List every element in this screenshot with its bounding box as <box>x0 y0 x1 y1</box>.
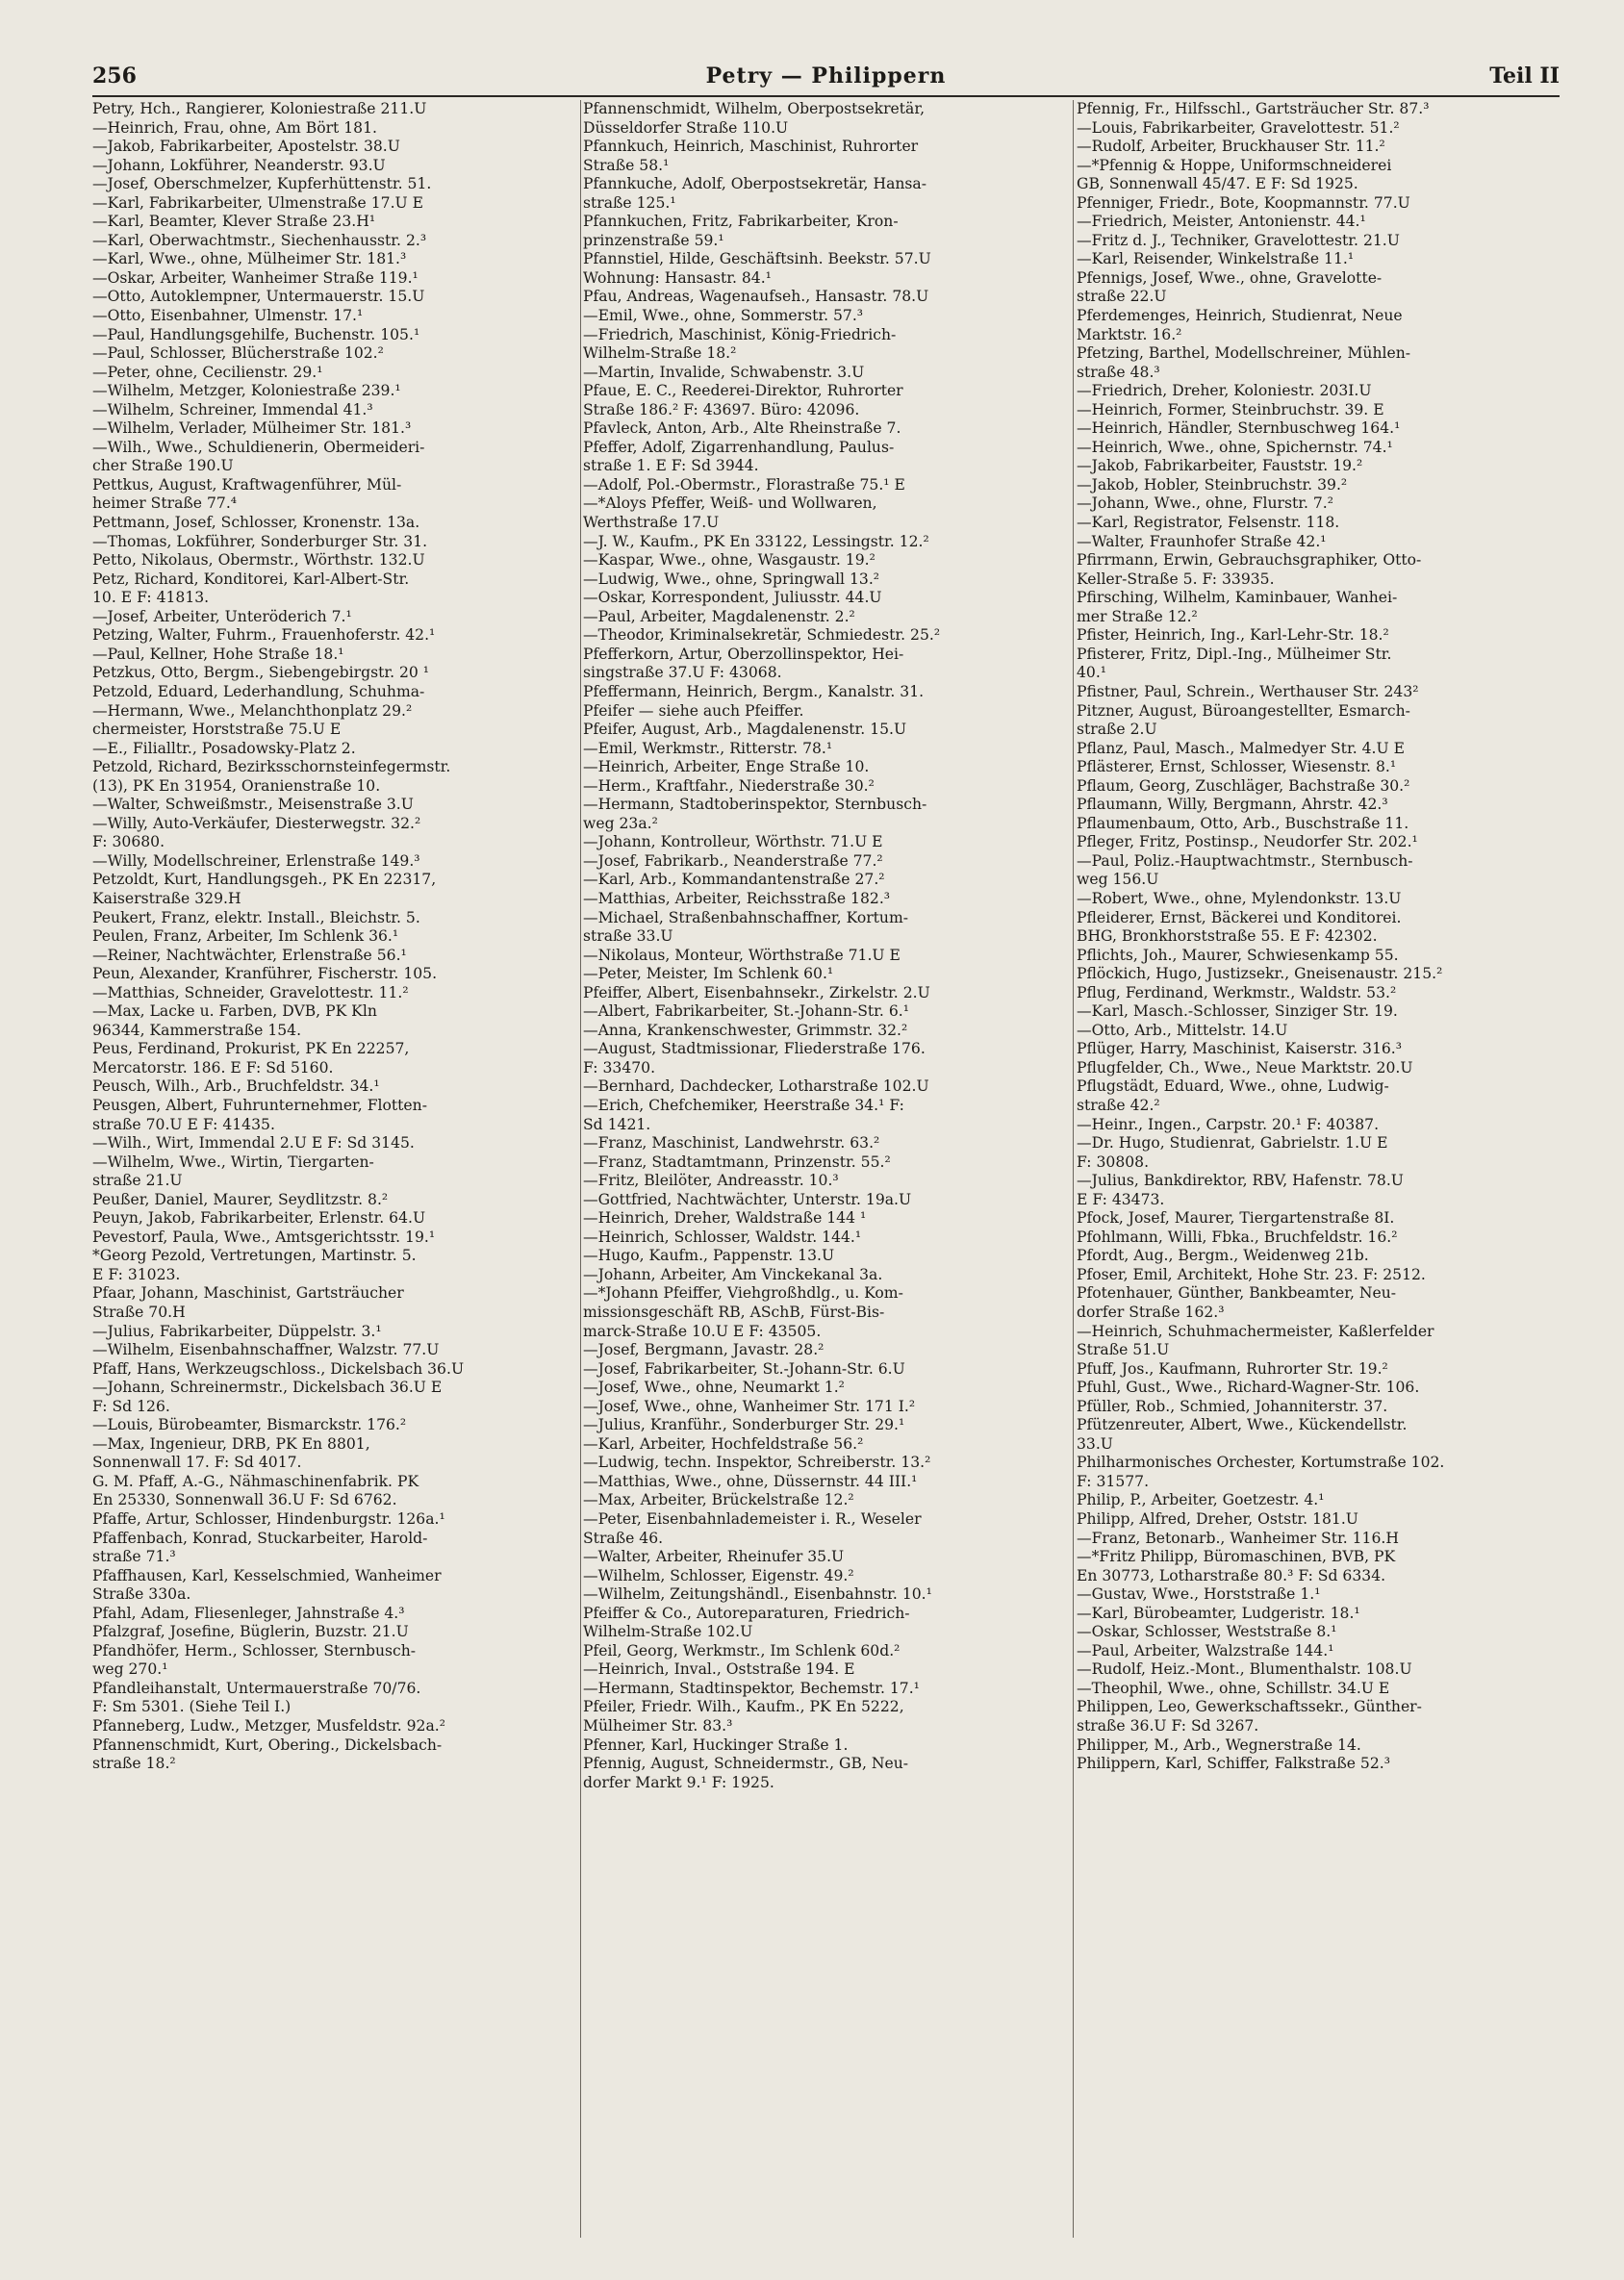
directory-entry-line: marck-Straße 10.U E F: 43505. <box>583 1322 822 1340</box>
directory-entry-line: Pfandhöfer, Herm., Schlosser, Sternbusch- <box>92 1641 417 1659</box>
directory-entry-line: —Wilhelm, Schreiner, Immendal 41.³ <box>92 400 373 418</box>
directory-entry-line: straße 48.³ <box>1077 363 1160 381</box>
directory-entry-line: —Karl, Beamter, Klever Straße 23.H¹ <box>92 213 376 231</box>
directory-entry-line: Sd 1421. <box>583 1115 651 1133</box>
directory-entry-line: —Oskar, Korrespondent, Juliusstr. 44.U <box>583 589 882 607</box>
page-title: Petry — Philippern <box>705 63 947 89</box>
directory-entry-line: —Karl, Registrator, Felsenstr. 118. <box>1077 514 1340 532</box>
directory-entry-line: weg 156.U <box>1077 871 1159 889</box>
directory-entry-line: Pfenner, Karl, Huckinger Straße 1. <box>583 1735 849 1754</box>
directory-entry-line: Petry, Hch., Rangierer, Koloniestraße 211.U <box>92 100 427 117</box>
directory-entry-line: Pfavleck, Anton, Arb., Alte Rheinstraße 7. <box>583 419 901 438</box>
directory-entry-line: —Louis, Fabrikarbeiter, Gravelottestr. 51.² <box>1077 118 1400 137</box>
directory-entry-line: Mülheimer Str. 83.³ <box>583 1717 733 1735</box>
directory-entry-line: Pfaffe, Artur, Schlosser, Hindenburgstr. 126a.¹ <box>92 1510 445 1529</box>
directory-entry-line: —Louis, Bürobeamter, Bismarckstr. 176.² <box>92 1416 407 1434</box>
directory-entry-line: —Bernhard, Dachdecker, Lotharstraße 102.U <box>583 1077 929 1096</box>
directory-entry-line: —Walter, Schweißmstr., Meisenstraße 3.U <box>92 796 414 814</box>
directory-entry-line: Pevestorf, Paula, Wwe., Amtsgerichtsstr. 19.¹ <box>92 1228 436 1246</box>
directory-entry-line: —Franz, Stadtamtmann, Prinzenstr. 55.² <box>583 1153 891 1171</box>
directory-entry-line: —Heinrich, Arbeiter, Enge Straße 10. <box>583 758 870 776</box>
directory-entry-line: —Hermann, Stadtinspektor, Bechemstr. 17.¹ <box>583 1679 920 1697</box>
directory-entry-line: Pfennig, August, Schneidermstr., GB, Neu- <box>583 1755 909 1773</box>
directory-entry-line: —Josef, Arbeiter, Unteröderich 7.¹ <box>92 607 352 625</box>
directory-entry-line: Sonnenwall 17. F: Sd 4017. <box>92 1454 302 1472</box>
directory-entry-line: Pflaum, Georg, Zuschläger, Bachstraße 30.² <box>1077 776 1410 795</box>
column-divider <box>580 100 581 2238</box>
directory-entry-line: Marktstr. 16.² <box>1077 325 1182 343</box>
directory-entry-line: Pfeiffer, Albert, Eisenbahnsekr., Zirkelstr. 2.U <box>583 983 930 1001</box>
directory-entry-line: Pfennig, Fr., Hilfsschl., Gartsträucher Str. 87.³ <box>1077 100 1430 117</box>
directory-entry-line: Düsseldorfer Straße 110.U <box>583 118 789 137</box>
directory-entry-line: —Wilhelm, Wwe., Wirtin, Tiergarten- <box>92 1153 374 1171</box>
directory-entry-line: Philharmonisches Orchester, Kortumstraße 102. <box>1077 1454 1445 1472</box>
directory-entry-line: Pflug, Ferdinand, Werkmstr., Waldstr. 53.² <box>1077 983 1397 1001</box>
directory-entry-line: Peun, Alexander, Kranführer, Fischerstr. 105. <box>92 965 438 983</box>
directory-entry-line: —Ludwig, Wwe., ohne, Springwall 13.² <box>583 570 880 588</box>
directory-entry-line: Pfisterer, Fritz, Dipl.-Ing., Mülheimer Str. <box>1077 645 1392 663</box>
directory-entry-line: Pfeifer, August, Arb., Magdalenenstr. 15.U <box>583 721 907 739</box>
directory-entry-line: Pfeffer, Adolf, Zigarrenhandlung, Paulus- <box>583 438 895 456</box>
directory-entry-line: E F: 43473. <box>1077 1190 1165 1208</box>
directory-entry-line: —Gottfried, Nachtwächter, Unterstr. 19a.U <box>583 1190 912 1208</box>
directory-entry-line: dorfer Markt 9.¹ F: 1925. <box>583 1773 774 1791</box>
directory-entry-line: —Friedrich, Dreher, Koloniestr. 203I.U <box>1077 382 1372 400</box>
directory-entry-line: Pferdemenges, Heinrich, Studienrat, Neue <box>1077 307 1403 325</box>
directory-entry-line: —Karl, Arbeiter, Hochfeldstraße 56.² <box>583 1434 864 1453</box>
directory-entry-line: straße 125.¹ <box>583 193 676 212</box>
directory-entry-line: —J. W., Kaufm., PK En 33122, Lessingstr. 12.² <box>583 532 929 550</box>
page-number: 256 <box>92 63 137 89</box>
directory-entry-line: —Peter, ohne, Cecilienstr. 29.¹ <box>92 363 323 381</box>
directory-entry-line: —Emil, Wwe., ohne, Sommerstr. 57.³ <box>583 307 864 325</box>
directory-entry-line: —Walter, Arbeiter, Rheinufer 35.U <box>583 1548 845 1566</box>
directory-entry-line: Pfeiler, Friedr. Wilh., Kaufm., PK En 5222, <box>583 1698 904 1716</box>
directory-entry-line: —Wilhelm, Metzger, Koloniestraße 239.¹ <box>92 382 401 400</box>
directory-entry-line: 33.U <box>1077 1434 1113 1453</box>
column-divider <box>1073 100 1074 2238</box>
directory-entry-line: —Heinrich, Händler, Sternbuschweg 164.¹ <box>1077 419 1401 438</box>
directory-entry-line: *Georg Pezold, Vertretungen, Martinstr. 5. <box>92 1247 417 1265</box>
directory-entry-line: Pfenniger, Friedr., Bote, Koopmannstr. 77.U <box>1077 193 1410 212</box>
directory-entry-line: —Heinrich, Frau, ohne, Am Bört 181. <box>92 118 377 137</box>
directory-entry-line: Pfleger, Fritz, Postinsp., Neudorfer Str. 202.¹ <box>1077 833 1418 851</box>
directory-entry-line: Pflugstädt, Eduard, Wwe., ohne, Ludwig- <box>1077 1077 1389 1096</box>
directory-entry-line: —Heinrich, Dreher, Waldstraße 144 ¹ <box>583 1209 867 1228</box>
directory-entry-line: —*Aloys Pfeffer, Weiß- und Wollwaren, <box>583 494 877 513</box>
directory-entry-line: Pfohlmann, Willi, Fbka., Bruchfeldstr. 16.² <box>1077 1228 1398 1246</box>
directory-entry-line: —Paul, Poliz.-Hauptwachtmstr., Sternbusch- <box>1077 851 1413 870</box>
directory-entry-line: Pflüger, Harry, Maschinist, Kaiserstr. 316.³ <box>1077 1040 1403 1058</box>
directory-entry-line: —Jakob, Fabrikarbeiter, Apostelstr. 38.U <box>92 138 400 156</box>
directory-entry-line: Pfannkuch, Heinrich, Maschinist, Ruhrorter <box>583 138 919 156</box>
directory-entry-line: —Oskar, Arbeiter, Wanheimer Straße 119.¹ <box>92 268 419 287</box>
directory-entry-line: straße 18.² <box>92 1755 176 1773</box>
directory-entry-line: —Josef, Bergmann, Javastr. 28.² <box>583 1341 825 1359</box>
column-right <box>1077 100 1558 1774</box>
directory-entry-line: —August, Stadtmissionar, Fliederstraße 176. <box>583 1040 926 1058</box>
directory-entry-line: —Karl, Fabrikarbeiter, Ulmenstraße 17.U E <box>92 193 424 212</box>
directory-entry-line: Pfaff, Hans, Werkzeugschloss., Dickelsbach 36.U <box>92 1359 465 1378</box>
directory-entry-line: Pfützenreuter, Albert, Wwe., Kückendellstr. <box>1077 1416 1408 1434</box>
directory-entry-line: Pettmann, Josef, Schlosser, Kronenstr. 13a. <box>92 514 420 532</box>
directory-entry-line: —Theophil, Wwe., ohne, Schillstr. 34.U E <box>1077 1679 1390 1697</box>
directory-entry-line: —Friedrich, Maschinist, König-Friedrich- <box>583 325 897 343</box>
directory-entry-line: Pfirsching, Wilhelm, Kaminbauer, Wanhei- <box>1077 589 1398 607</box>
directory-entry-line: —Otto, Eisenbahner, Ulmenstr. 17.¹ <box>92 307 364 325</box>
directory-entry-line: —Paul, Arbeiter, Magdalenenstr. 2.² <box>583 607 855 625</box>
directory-entry-line: —Peter, Eisenbahnlademeister i. R., Weseler <box>583 1510 922 1529</box>
directory-entry-line: missionsgeschäft RB, ASchB, Fürst-Bis- <box>583 1304 885 1321</box>
directory-entry-line: Pflöckich, Hugo, Justizsekr., Gneisenaustr. 215.² <box>1077 965 1443 983</box>
directory-entry-line: Pfister, Heinrich, Ing., Karl-Lehr-Str. 18.² <box>1077 626 1389 645</box>
directory-entry-line: Pfordt, Aug., Bergm., Weidenweg 21b. <box>1077 1247 1369 1265</box>
directory-entry-line: cher Straße 190.U <box>92 457 234 475</box>
directory-entry-line: —Erich, Chefchemiker, Heerstraße 34.¹ F: <box>583 1096 904 1114</box>
directory-entry-line: straße 2.U <box>1077 721 1157 739</box>
directory-entry-line: straße 71.³ <box>92 1548 176 1566</box>
directory-entry-line: Peußer, Daniel, Maurer, Seydlitzstr. 8.² <box>92 1190 389 1208</box>
directory-entry-line: —Julius, Bankdirektor, RBV, Hafenstr. 78.U <box>1077 1172 1404 1190</box>
directory-entry-line: Petzold, Richard, Bezirksschornsteinfegermstr. <box>92 758 451 776</box>
directory-entry-line: —Karl, Masch.-Schlosser, Sinziger Str. 19. <box>1077 1002 1398 1021</box>
directory-entry-line: Straße 58.¹ <box>583 156 670 174</box>
directory-entry-line: —Johann, Schreinermstr., Dickelsbach 36.U E <box>92 1379 443 1397</box>
directory-entry-line: —Wilhelm, Verlader, Mülheimer Str. 181.³ <box>92 419 412 438</box>
directory-entry-line: prinzenstraße 59.¹ <box>583 231 724 249</box>
directory-entry-line: —Josef, Wwe., ohne, Wanheimer Str. 171 I.² <box>583 1397 916 1415</box>
directory-entry-line: Pfanneberg, Ludw., Metzger, Musfeldstr. 92a.² <box>92 1717 445 1735</box>
directory-entry-line: —Hermann, Stadtoberinspektor, Sternbusch- <box>583 796 927 814</box>
directory-entry-line: straße 21.U <box>92 1172 183 1190</box>
column-left <box>92 100 573 1774</box>
directory-entry-line: G. M. Pfaff, A.-G., Nähmaschinenfabrik. PK <box>92 1472 419 1490</box>
directory-entry-line: Pfüller, Rob., Schmied, Johanniterstr. 37. <box>1077 1397 1388 1415</box>
directory-entry-line: —Rudolf, Arbeiter, Bruckhauser Str. 11.² <box>1077 138 1385 156</box>
directory-entry-line: —Oskar, Schlosser, Weststraße 8.¹ <box>1077 1623 1337 1641</box>
directory-entry-line: Petzold, Eduard, Lederhandlung, Schuhma- <box>92 682 425 700</box>
directory-entry-line: Peus, Ferdinand, Prokurist, PK En 22257, <box>92 1040 410 1058</box>
directory-entry-line: Pfoser, Emil, Architekt, Hohe Str. 23. F: 2512. <box>1077 1265 1426 1283</box>
directory-entry-line: F: 30808. <box>1077 1153 1150 1171</box>
directory-entry-line: Peulen, Franz, Arbeiter, Im Schlenk 36.¹ <box>92 927 399 946</box>
directory-entry-line: —Matthias, Wwe., ohne, Düssernstr. 44 III.¹ <box>583 1472 918 1490</box>
directory-entry-line: —Paul, Kellner, Hohe Straße 18.¹ <box>92 645 344 663</box>
directory-entry-line: dorfer Straße 162.³ <box>1077 1304 1225 1321</box>
directory-entry-line: Werthstraße 17.U <box>583 514 720 532</box>
directory-entry-line: Straße 330a. <box>92 1585 191 1604</box>
directory-entry-line: Pfuff, Jos., Kaufmann, Ruhrorter Str. 19.² <box>1077 1359 1388 1378</box>
directory-entry-line: —Walter, Fraunhofer Straße 42.¹ <box>1077 532 1327 550</box>
directory-entry-line: Straße 46. <box>583 1529 664 1547</box>
directory-entry-line: —*Johann Pfeiffer, Viehgroßhdlg., u. Kom- <box>583 1284 903 1303</box>
directory-entry-line: BHG, Bronkhorststraße 55. E F: 42302. <box>1077 927 1378 946</box>
directory-entry-line: F: 31577. <box>1077 1472 1150 1490</box>
directory-entry-line: —Johann, Lokführer, Neanderstr. 93.U <box>92 156 386 174</box>
directory-entry-line: Pfleiderer, Ernst, Bäckerei und Konditorei. <box>1077 908 1402 926</box>
directory-entry-line: —Franz, Maschinist, Landwehrstr. 63.² <box>583 1134 880 1153</box>
directory-entry-line: —Julius, Fabrikarbeiter, Düppelstr. 3.¹ <box>92 1322 382 1340</box>
directory-entry-line: Philipp, Alfred, Dreher, Oststr. 181.U <box>1077 1510 1358 1529</box>
directory-entry-line: —Kaspar, Wwe., ohne, Wasgaustr. 19.² <box>583 551 875 570</box>
directory-entry-line: Pitzner, August, Büroangestellter, Esmarch- <box>1077 701 1410 720</box>
directory-entry-line: —Karl, Oberwachtmstr., Siechenhausstr. 2.³ <box>92 231 427 249</box>
directory-entry-line: —Emil, Werkmstr., Ritterstr. 78.¹ <box>583 739 833 757</box>
directory-entry-line: Petto, Nikolaus, Obermstr., Wörthstr. 132.U <box>92 551 425 570</box>
directory-entry-line: F: Sd 126. <box>92 1397 170 1415</box>
directory-entry-line: Philippen, Leo, Gewerkschaftssekr., Günther- <box>1077 1698 1422 1716</box>
directory-entry-line: F: 33470. <box>583 1058 656 1077</box>
directory-entry-line: Straße 70.H <box>92 1304 186 1321</box>
directory-entry-line: Philippern, Karl, Schiffer, Falkstraße 52.³ <box>1077 1755 1390 1773</box>
directory-entry-line: —Heinr., Ingen., Carpstr. 20.¹ F: 40387. <box>1077 1115 1380 1133</box>
directory-entry-line: Pfahl, Adam, Fliesenleger, Jahnstraße 4.³ <box>92 1604 405 1622</box>
directory-entry-line: En 25330, Sonnenwall 36.U F: Sd 6762. <box>92 1491 397 1509</box>
directory-entry-line: Straße 186.² F: 43697. Büro: 42096. <box>583 400 860 418</box>
directory-entry-line: Pfirrmann, Erwin, Gebrauchsgraphiker, Otto- <box>1077 551 1422 570</box>
directory-entry-line: —Josef, Oberschmelzer, Kupferhüttenstr. 51. <box>92 175 432 193</box>
directory-entry-line: —Wilh., Wirt, Immendal 2.U E F: Sd 3145. <box>92 1134 415 1153</box>
directory-entry-line: —Johann, Wwe., ohne, Flurstr. 7.² <box>1077 494 1334 513</box>
directory-entry-line: Pflanz, Paul, Masch., Malmedyer Str. 4.U E <box>1077 739 1405 757</box>
directory-entry-line: Petzkus, Otto, Bergm., Siebengebirgstr. 20 ¹ <box>92 664 430 682</box>
directory-entry-line: —Heinrich, Schlosser, Waldstr. 144.¹ <box>583 1228 862 1246</box>
directory-entry-line: —Jakob, Fabrikarbeiter, Fauststr. 19.² <box>1077 457 1363 475</box>
directory-entry-line: Pfannenschmidt, Kurt, Obering., Dickelsbach- <box>92 1735 443 1754</box>
directory-entry-line: Pflästerer, Ernst, Schlosser, Wiesenstr. 8.¹ <box>1077 758 1397 776</box>
directory-entry-line: —Max, Ingenieur, DRB, PK En 8801, <box>92 1434 370 1453</box>
directory-entry-line: Philip, P., Arbeiter, Goetzestr. 4.¹ <box>1077 1491 1325 1509</box>
directory-entry-line: F: 30680. <box>92 833 165 851</box>
directory-entry-line: —Peter, Meister, Im Schlenk 60.¹ <box>583 965 834 983</box>
directory-entry-line: Pfalzgraf, Josefine, Büglerin, Buzstr. 21.U <box>92 1623 409 1641</box>
directory-entry-line: —Johann, Arbeiter, Am Vinckekanal 3a. <box>583 1265 883 1283</box>
directory-entry-line: —Anna, Krankenschwester, Grimmstr. 32.² <box>583 1021 908 1039</box>
directory-entry-line: —Josef, Fabrikarbeiter, St.-Johann-Str. 6.U <box>583 1359 905 1378</box>
directory-entry-line: Keller-Straße 5. F: 33935. <box>1077 570 1275 588</box>
directory-entry-line: Pfeil, Georg, Werkmstr., Im Schlenk 60d.² <box>583 1641 901 1659</box>
directory-entry-line: Pfeiffer & Co., Autoreparaturen, Friedrich- <box>583 1604 910 1622</box>
directory-entry-line: mer Straße 12.² <box>1077 607 1198 625</box>
directory-entry-line: Pfaue, E. C., Reederei-Direktor, Ruhrorter <box>583 382 903 400</box>
directory-entry-line: Pfock, Josef, Maurer, Tiergartenstraße 8I. <box>1077 1209 1395 1228</box>
directory-entry-line: singstraße 37.U F: 43068. <box>583 664 782 682</box>
directory-entry-line: —Friedrich, Meister, Antonienstr. 44.¹ <box>1077 213 1366 231</box>
directory-entry-line: —Wilhelm, Zeitungshändl., Eisenbahnstr. 10.¹ <box>583 1585 932 1604</box>
directory-entry-line: —Nikolaus, Monteur, Wörthstraße 71.U E <box>583 946 901 964</box>
directory-entry-line: —E., Filialltr., Posadowsky-Platz 2. <box>92 739 356 757</box>
directory-entry-line: Pflaumann, Willy, Bergmann, Ahrstr. 42.³ <box>1077 796 1388 814</box>
directory-entry-line: —*Pfennig & Hoppe, Uniformschneiderei <box>1077 156 1392 174</box>
directory-entry-line: —Paul, Schlosser, Blücherstraße 102.² <box>92 344 384 363</box>
directory-entry-line: Peusgen, Albert, Fuhrunternehmer, Flotten- <box>92 1096 427 1114</box>
directory-entry-line: weg 23a.² <box>583 814 658 832</box>
directory-entry-line: Pflichts, Joh., Maurer, Schwiesenkamp 55. <box>1077 946 1399 964</box>
directory-entry-line: —Fritz d. J., Techniker, Gravelottestr. 21.U <box>1077 231 1400 249</box>
directory-entry-line: —Otto, Autoklempner, Untermauerstr. 15.U <box>92 288 425 306</box>
directory-entry-line: Pfaffenbach, Konrad, Stuckarbeiter, Harold- <box>92 1529 428 1547</box>
directory-entry-line: —Karl, Bürobeamter, Ludgeristr. 18.¹ <box>1077 1604 1360 1622</box>
directory-entry-line: Pfeifer — siehe auch Pfeiffer. <box>583 701 804 720</box>
directory-entry-line: —Martin, Invalide, Schwabenstr. 3.U <box>583 363 865 381</box>
directory-entry-line: —Michael, Straßenbahnschaffner, Kortum- <box>583 908 909 926</box>
directory-entry-line: Petz, Richard, Konditorei, Karl-Albert-Str. <box>92 570 410 588</box>
column-middle <box>583 100 1064 1792</box>
directory-entry-line: —Willy, Auto-Verkäufer, Diesterwegstr. 32.² <box>92 814 421 832</box>
directory-entry-line: —Rudolf, Heiz.-Mont., Blumenthalstr. 108.U <box>1077 1660 1412 1679</box>
directory-entry-line: —Reiner, Nachtwächter, Erlenstraße 56.¹ <box>92 946 407 964</box>
directory-entry-line: —Josef, Wwe., ohne, Neumarkt 1.² <box>583 1379 845 1397</box>
directory-entry-line: straße 22.U <box>1077 288 1167 306</box>
directory-entry-line: straße 70.U E F: 41435. <box>92 1115 275 1133</box>
directory-entry-line: Pfannkuche, Adolf, Oberpostsekretär, Hansa- <box>583 175 926 193</box>
directory-entry-line: Pfuhl, Gust., Wwe., Richard-Wagner-Str. 106. <box>1077 1379 1420 1397</box>
directory-entry-line: Peukert, Franz, elektr. Install., Bleichstr. 5. <box>92 908 420 926</box>
directory-entry-line: E F: 31023. <box>92 1265 181 1283</box>
directory-entry-line: 96344, Kammerstraße 154. <box>92 1021 302 1039</box>
directory-entry-line: —Ludwig, techn. Inspektor, Schreiberstr. 13.² <box>583 1454 931 1472</box>
directory-entry-line: —Otto, Arb., Mittelstr. 14.U <box>1077 1021 1288 1039</box>
directory-entry-line: —Adolf, Pol.-Obermstr., Florastraße 75.¹ E <box>583 475 905 494</box>
directory-entry-line: Mercatorstr. 186. E F: Sd 5160. <box>92 1058 334 1077</box>
directory-entry-line: (13), PK En 31954, Oranienstraße 10. <box>92 776 381 795</box>
directory-entry-line: En 30773, Lotharstraße 80.³ F: Sd 6334. <box>1077 1566 1386 1584</box>
directory-entry-line: —Karl, Arb., Kommandantenstraße 27.² <box>583 871 885 889</box>
directory-entry-line: Pfau, Andreas, Wagenaufseh., Hansastr. 78.U <box>583 288 929 306</box>
directory-entry-line: —Theodor, Kriminalsekretär, Schmiedestr. 25.² <box>583 626 941 645</box>
directory-entry-line: GB, Sonnenwall 45/47. E F: Sd 1925. <box>1077 175 1358 193</box>
directory-entry-line: Pfannstiel, Hilde, Geschäftsinh. Beekstr. 57.U <box>583 250 931 268</box>
directory-entry-line: Pfandleihanstalt, Untermauerstraße 70/76. <box>92 1679 421 1697</box>
directory-entry-line: —Wilhelm, Eisenbahnschaffner, Walzstr. 77.U <box>92 1341 440 1359</box>
directory-entry-line: —Hugo, Kaufm., Pappenstr. 13.U <box>583 1247 835 1265</box>
directory-entry-line: F: Sm 5301. (Siehe Teil I.) <box>92 1698 292 1716</box>
directory-entry-line: —Willy, Modellschreiner, Erlenstraße 149.³ <box>92 851 420 870</box>
directory-entry-line: Wilhelm-Straße 102.U <box>583 1623 753 1641</box>
directory-entry-line: —*Fritz Philipp, Büromaschinen, BVB, PK <box>1077 1548 1396 1566</box>
directory-entry-line: —Dr. Hugo, Studienrat, Gabrielstr. 1.U E <box>1077 1134 1388 1153</box>
directory-entry-line: —Julius, Kranführ., Sonderburger Str. 29.¹ <box>583 1416 905 1434</box>
directory-entry-line: —Herm., Kraftfahr., Niederstraße 30.² <box>583 776 875 795</box>
directory-entry-line: —Wilhelm, Schlosser, Eigenstr. 49.² <box>583 1566 854 1584</box>
directory-entry-line: Pfennigs, Josef, Wwe., ohne, Gravelotte- <box>1077 268 1383 287</box>
directory-entry-line: straße 42.² <box>1077 1096 1160 1114</box>
directory-entry-line: —Jakob, Hobler, Steinbruchstr. 39.² <box>1077 475 1348 494</box>
directory-entry-line: —Karl, Wwe., ohne, Mülheimer Str. 181.³ <box>92 250 407 268</box>
directory-entry-line: —Franz, Betonarb., Wanheimer Str. 116.H <box>1077 1529 1399 1547</box>
directory-entry-line: —Wilh., Wwe., Schuldienerin, Obermeideri- <box>92 438 425 456</box>
directory-entry-line: heimer Straße 77.⁴ <box>92 494 238 513</box>
directory-entry-line: Kaiserstraße 329.H <box>92 889 241 907</box>
directory-entry-line: —Max, Lacke u. Farben, DVB, PK Kln <box>92 1002 377 1021</box>
directory-entry-line: straße 36.U F: Sd 3267. <box>1077 1717 1259 1735</box>
directory-entry-line: —Heinrich, Wwe., ohne, Spichernstr. 74.¹ <box>1077 438 1393 456</box>
directory-entry-line: weg 270.¹ <box>92 1660 168 1679</box>
directory-entry-line: 10. E F: 41813. <box>92 589 210 607</box>
directory-entry-line: Straße 51.U <box>1077 1341 1170 1359</box>
directory-entry-line: Pfannenschmidt, Wilhelm, Oberpostsekretär, <box>583 100 926 117</box>
directory-entry-line: straße 1. E F: Sd 3944. <box>583 457 759 475</box>
directory-entry-line: Wohnung: Hansastr. 84.¹ <box>583 268 772 287</box>
directory-entry-line: —Matthias, Schneider, Gravelottestr. 11.² <box>92 983 409 1001</box>
directory-entry-line: —Max, Arbeiter, Brückelstraße 12.² <box>583 1491 854 1509</box>
directory-entry-line: —Heinrich, Inval., Oststraße 194. E <box>583 1660 855 1679</box>
directory-entry-line: —Hermann, Wwe., Melanchthonplatz 29.² <box>92 701 413 720</box>
directory-entry-line: Pfaar, Johann, Maschinist, Gartsträucher <box>92 1284 404 1303</box>
directory-entry-line: —Thomas, Lokführer, Sonderburger Str. 31. <box>92 532 428 550</box>
directory-entry-line: —Karl, Reisender, Winkelstraße 11.¹ <box>1077 250 1355 268</box>
directory-entry-line: —Albert, Fabrikarbeiter, St.-Johann-Str. 6.¹ <box>583 1002 909 1021</box>
directory-entry-line: Petzing, Walter, Fuhrm., Frauenhoferstr. 42.¹ <box>92 626 436 645</box>
header-rule <box>92 95 1560 97</box>
directory-entry-line: —Gustav, Wwe., Horststraße 1.¹ <box>1077 1585 1321 1604</box>
directory-entry-line: Philipper, M., Arb., Wegnerstraße 14. <box>1077 1735 1361 1754</box>
directory-entry-line: Pfetzing, Barthel, Modellschreiner, Mühlen- <box>1077 344 1411 363</box>
directory-entry-line: Pflaumenbaum, Otto, Arb., Buschstraße 11. <box>1077 814 1409 832</box>
directory-entry-line: chermeister, Horststraße 75.U E <box>92 721 342 739</box>
directory-entry-line: Pfotenhauer, Günther, Bankbeamter, Neu- <box>1077 1284 1397 1303</box>
part-label: Teil II <box>1489 63 1560 89</box>
directory-entry-line: —Paul, Arbeiter, Walzstraße 144.¹ <box>1077 1641 1334 1659</box>
directory-entry-line: —Paul, Handlungsgehilfe, Buchenstr. 105.¹ <box>92 325 420 343</box>
directory-entry-line: —Heinrich, Former, Steinbruchstr. 39. E <box>1077 400 1384 418</box>
directory-entry-line: Wilhelm-Straße 18.² <box>583 344 737 363</box>
directory-entry-line: Pfefferkorn, Artur, Oberzollinspektor, Hei- <box>583 645 904 663</box>
directory-entry-line: —Heinrich, Schuhmachermeister, Kaßlerfelder <box>1077 1322 1434 1340</box>
directory-entry-line: Pfannkuchen, Fritz, Fabrikarbeiter, Kron- <box>583 213 899 231</box>
directory-entry-line: Peuyn, Jakob, Fabrikarbeiter, Erlenstr. 64.U <box>92 1209 426 1228</box>
directory-entry-line: Pfistner, Paul, Schrein., Werthauser Str. 243² <box>1077 682 1419 700</box>
directory-entry-line: —Robert, Wwe., ohne, Mylendonkstr. 13.U <box>1077 889 1402 907</box>
directory-entry-line: —Johann, Kontrolleur, Wörthstr. 71.U E <box>583 833 883 851</box>
directory-entry-line: Pfeffermann, Heinrich, Bergm., Kanalstr. 31. <box>583 682 925 700</box>
directory-entry-line: —Fritz, Bleilöter, Andreasstr. 10.³ <box>583 1172 839 1190</box>
page-header <box>92 60 1560 98</box>
directory-entry-line: straße 33.U <box>583 927 673 946</box>
directory-entry-line: Pflugfelder, Ch., Wwe., Neue Marktstr. 20.U <box>1077 1058 1413 1077</box>
directory-entry-line: Peusch, Wilh., Arb., Bruchfeldstr. 34.¹ <box>92 1077 380 1096</box>
directory-entry-line: 40.¹ <box>1077 664 1107 682</box>
directory-entry-line: Pfaffhausen, Karl, Kesselschmied, Wanheimer <box>92 1566 442 1584</box>
directory-entry-line: Pettkus, August, Kraftwagenführer, Mül- <box>92 475 402 494</box>
directory-entry-line: —Josef, Fabrikarb., Neanderstraße 77.² <box>583 851 883 870</box>
directory-entry-line: Petzoldt, Kurt, Handlungsgeh., PK En 22317, <box>92 871 437 889</box>
directory-entry-line: —Matthias, Arbeiter, Reichsstraße 182.³ <box>583 889 891 907</box>
